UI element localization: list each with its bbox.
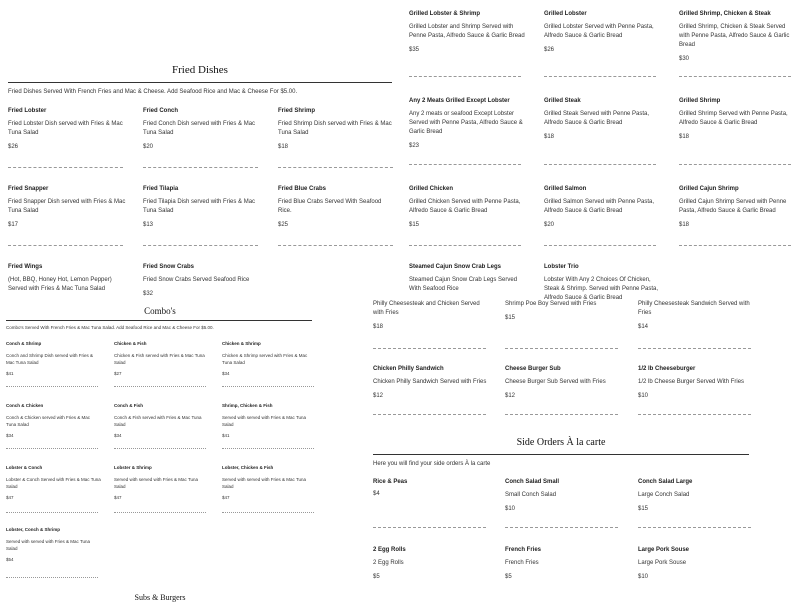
item-desc: Philly Cheesesteak Sandwich Served with Fries bbox=[638, 301, 750, 316]
combos-rule bbox=[6, 320, 312, 321]
item-desc: Steamed Cajun Snow Crab Legs Served With Seafood Rice bbox=[409, 277, 518, 292]
item-price: $47 bbox=[222, 495, 230, 500]
item-desc: Conch & Chicken served with Fries & Mac Tuna Salad bbox=[6, 415, 91, 427]
menu-item-lobster-conch[interactable] bbox=[6, 465, 101, 500]
item-price: $41 bbox=[6, 371, 14, 376]
item-desc: Served with served with Fries & Mac Tuna Salad bbox=[114, 477, 199, 489]
item-desc: Small Conch Salad bbox=[505, 492, 557, 498]
separator bbox=[638, 414, 751, 415]
side-orders-rule bbox=[373, 454, 749, 455]
item-price: $18 bbox=[373, 324, 384, 330]
separator bbox=[409, 164, 521, 165]
separator bbox=[278, 245, 393, 246]
item-desc: Any 2 meats or seafood Except Lobster Served with Penne Pasta, Alfredo Sauce & Garlic Bread bbox=[409, 111, 523, 135]
menu-item-french-fries[interactable] bbox=[505, 547, 623, 580]
item-name: Lobster Trio bbox=[544, 264, 579, 270]
menu-item-grilled-cajun-shrimp[interactable] bbox=[679, 186, 795, 228]
separator bbox=[505, 414, 618, 415]
separator bbox=[373, 527, 486, 528]
menu-item-grilled-shrimp[interactable] bbox=[679, 98, 795, 140]
item-name: Fried Shrimp bbox=[278, 108, 316, 114]
separator bbox=[409, 76, 521, 77]
separator bbox=[505, 527, 618, 528]
item-name: Conch Salad Small bbox=[505, 479, 560, 485]
menu-item-egg-rolls[interactable] bbox=[373, 547, 491, 580]
separator bbox=[544, 245, 656, 246]
item-price: $18 bbox=[544, 134, 555, 140]
separator bbox=[222, 386, 314, 387]
separator bbox=[6, 512, 98, 513]
item-name: Fried Tilapia bbox=[143, 186, 179, 192]
separator bbox=[544, 76, 656, 77]
item-price: $54 bbox=[6, 557, 14, 562]
item-price: $17 bbox=[8, 222, 19, 228]
separator bbox=[373, 348, 486, 349]
item-name: Grilled Steak bbox=[544, 98, 581, 104]
item-name: Fried Lobster bbox=[8, 108, 47, 114]
item-desc: Large Pork Souse bbox=[638, 560, 687, 566]
separator bbox=[638, 527, 751, 528]
item-price: $5 bbox=[373, 574, 380, 580]
item-price: $10 bbox=[505, 506, 516, 512]
item-price: $15 bbox=[409, 222, 420, 228]
item-name: Grilled Salmon bbox=[544, 186, 587, 192]
separator bbox=[638, 348, 751, 349]
menu-item-conch-chicken[interactable] bbox=[6, 403, 101, 438]
item-desc: Grilled Chicken Served with Penne Pasta, Alfredo Sauce & Garlic Bread bbox=[409, 199, 521, 214]
item-name: French Fries bbox=[505, 547, 542, 553]
item-price: $13 bbox=[143, 222, 154, 228]
item-price: $18 bbox=[278, 144, 289, 150]
combos-title: Combo's bbox=[144, 306, 176, 316]
item-desc: Lobster With Any 2 Choices Of Chicken, Steak & Shrimp. Served with Penne Pasta, Alfredo Sauce & Garlic Bread bbox=[544, 277, 659, 301]
item-name: 1/2 lb Cheeseburger bbox=[638, 366, 696, 372]
menu-item-conch-salad-large[interactable] bbox=[638, 479, 756, 512]
separator bbox=[544, 164, 656, 165]
item-price: $14 bbox=[638, 324, 649, 330]
item-desc: Shrimp Poe Boy Served with Fries bbox=[505, 301, 597, 307]
menu-item-lobster-trio[interactable] bbox=[544, 264, 662, 303]
item-price: $34 bbox=[222, 371, 230, 376]
item-price: $35 bbox=[409, 47, 420, 53]
menu-item-grilled-salmon[interactable] bbox=[544, 186, 662, 228]
item-name: Fried Conch bbox=[143, 108, 179, 114]
item-name: Conch & Fish bbox=[114, 403, 143, 408]
item-name: 2 Egg Rolls bbox=[373, 547, 406, 553]
menu-item-fried-wings[interactable] bbox=[8, 264, 118, 294]
item-desc: Large Conch Salad bbox=[638, 492, 690, 498]
separator bbox=[679, 164, 791, 165]
item-name: Cheese Burger Sub bbox=[505, 366, 561, 372]
fried-dishes-title: Fried Dishes bbox=[172, 64, 228, 76]
menu-item-fried-lobster[interactable] bbox=[8, 108, 128, 150]
item-desc: Philly Cheesesteak and Chicken Served with Fries bbox=[373, 301, 480, 316]
menu-item-chicken-fish[interactable] bbox=[114, 341, 209, 376]
menu-item-lobster-chicken-fish[interactable] bbox=[222, 465, 317, 500]
item-name: Chicken Philly Sandwich bbox=[373, 366, 444, 372]
menu-item-fried-conch[interactable] bbox=[143, 108, 263, 150]
item-desc: Fried Snow Crabs Served Seafood Rice bbox=[143, 277, 250, 283]
item-desc: Chicken Philly Sandwich Served with Fries bbox=[373, 379, 487, 385]
menu-item-fried-snow-crabs[interactable] bbox=[143, 264, 263, 297]
separator bbox=[222, 512, 314, 513]
menu-item-cheese-burger-sub[interactable] bbox=[505, 366, 630, 399]
item-name: Grilled Shrimp bbox=[679, 98, 721, 104]
item-desc: Cheese Burger Sub Served with Fries bbox=[505, 379, 606, 385]
separator bbox=[6, 386, 98, 387]
fried-dishes-rule bbox=[8, 82, 392, 83]
menu-item-large-pork-souse[interactable] bbox=[638, 547, 756, 580]
item-name: Conch & Chicken bbox=[6, 403, 44, 408]
item-desc: Grilled Steak Served with Penne Pasta, Alfredo Sauce & Garlic Bread bbox=[544, 111, 650, 126]
item-price: $4 bbox=[373, 491, 380, 497]
item-desc: Conch & Fish served with Fries & Mac Tuna Salad bbox=[114, 415, 202, 427]
item-price: $20 bbox=[544, 222, 555, 228]
item-name: Lobster & Shrimp bbox=[114, 465, 152, 470]
item-price: $10 bbox=[638, 393, 649, 399]
item-name: Lobster, Conch & Shrimp bbox=[6, 527, 61, 532]
item-price: $34 bbox=[6, 433, 14, 438]
menu-item-grilled-shrimp-chicken-steak[interactable] bbox=[679, 11, 795, 62]
item-desc: Grilled Shrimp Served with Penne Pasta, Alfredo Sauce & Garlic Bread bbox=[679, 111, 788, 126]
item-desc: Fried Conch Dish served with Fries & Mac Tuna Salad bbox=[143, 121, 256, 136]
item-price: $5 bbox=[505, 574, 512, 580]
item-name: Lobster, Chicken & Fish bbox=[222, 465, 274, 470]
menu-item-conch-shrimp[interactable] bbox=[6, 341, 101, 376]
side-orders-desc: Here you will find your side orders À la carte bbox=[373, 461, 491, 467]
separator bbox=[278, 167, 393, 168]
item-name: Grilled Shrimp, Chicken & Steak bbox=[679, 11, 771, 17]
item-desc: Served with served with Fries & Mac Tuna Salad bbox=[6, 539, 91, 551]
item-desc: Served with served with Fries & Mac Tuna Salad bbox=[222, 477, 307, 489]
fried-dishes-desc: Fried Dishes Served With French Fries and Mac & Cheese. Add Seafood Rice and Mac & Cheese For $5.00. bbox=[8, 89, 298, 95]
item-name: Chicken & Shrimp bbox=[222, 341, 261, 346]
menu-item-half-lb-cheeseburger[interactable] bbox=[638, 366, 763, 399]
menu-item-shrimp-chicken-fish[interactable] bbox=[222, 403, 317, 438]
item-desc: Grilled Cajun Shrimp Served with Penne Pasta, Alfredo Sauce & Garlic Bread bbox=[679, 199, 787, 214]
menu-item-conch-fish[interactable] bbox=[114, 403, 209, 438]
item-price: $34 bbox=[114, 433, 122, 438]
item-name: Any 2 Meats Grilled Except Lobster bbox=[409, 98, 510, 104]
item-price: $15 bbox=[638, 506, 649, 512]
combos-desc: Combo's Served With French Fries & Mac Tuna Salad. Add Seafood Rice and Mac & Cheese For $5.00. bbox=[6, 325, 214, 330]
menu-item-shrimp-poe-boy[interactable] bbox=[505, 300, 623, 321]
item-desc: Chicken & Fish served with Fries & Mac Tuna Salad bbox=[114, 353, 205, 365]
item-price: $30 bbox=[679, 56, 690, 62]
item-price: $25 bbox=[278, 222, 289, 228]
menu-item-lobster-shrimp[interactable] bbox=[114, 465, 209, 500]
item-price: $26 bbox=[8, 144, 19, 150]
separator bbox=[505, 348, 618, 349]
side-orders-title: Side Orders À la carte bbox=[516, 437, 606, 448]
menu-item-grilled-lobster-shrimp[interactable] bbox=[409, 11, 527, 53]
menu-item-philly-cheesesteak-chicken[interactable] bbox=[373, 300, 491, 330]
item-name: Conch & Shrimp bbox=[6, 341, 42, 346]
item-price: $12 bbox=[373, 393, 384, 399]
item-price: $12 bbox=[505, 393, 516, 399]
item-desc: Fried Blue Crabs Served With Seafood Rice. bbox=[278, 199, 382, 214]
menu-item-grilled-lobster[interactable] bbox=[544, 11, 662, 53]
item-price: $32 bbox=[143, 291, 154, 297]
separator bbox=[8, 245, 123, 246]
menu-item-steamed-cajun-snow-crab[interactable] bbox=[409, 264, 527, 294]
menu-item-fried-blue-crabs[interactable] bbox=[278, 186, 383, 228]
item-name: Fried Snapper bbox=[8, 186, 49, 192]
item-name: Chicken & Fish bbox=[114, 341, 147, 346]
menu-item-grilled-steak[interactable] bbox=[544, 98, 662, 140]
item-price: $18 bbox=[679, 134, 690, 140]
item-desc: Grilled Lobster and Shrimp Served with Penne Pasta, Alfredo Sauce & Garlic Bread bbox=[409, 24, 525, 39]
separator bbox=[114, 448, 206, 449]
separator bbox=[409, 245, 521, 246]
separator bbox=[679, 76, 791, 77]
separator bbox=[114, 386, 206, 387]
separator bbox=[8, 167, 123, 168]
item-name: Shrimp, Chicken & Fish bbox=[222, 403, 273, 408]
item-desc: Fried Tilapia Dish served with Fries & Mac Tuna Salad bbox=[143, 199, 256, 214]
item-name: Grilled Cajun Shrimp bbox=[679, 186, 739, 192]
item-desc: Grilled Lobster Served with Penne Pasta, Alfredo Sauce & Garlic Bread bbox=[544, 24, 654, 39]
separator bbox=[143, 167, 258, 168]
item-desc: Fried Shrimp Dish served with Fries & Mac Tuna Salad bbox=[278, 121, 392, 136]
item-desc: Conch and Shrimp Dish served with Fries & Mac Tuna Salad bbox=[6, 353, 94, 365]
item-price: $23 bbox=[409, 143, 420, 149]
item-name: Fried Blue Crabs bbox=[278, 186, 327, 192]
menu-item-fried-tilapia[interactable] bbox=[143, 186, 263, 228]
item-name: Fried Wings bbox=[8, 264, 43, 270]
item-name: Rice & Peas bbox=[373, 479, 408, 485]
item-desc: French Fries bbox=[505, 560, 539, 566]
item-name: Conch Salad Large bbox=[638, 479, 693, 485]
item-name: Large Pork Souse bbox=[638, 547, 690, 553]
item-price: $15 bbox=[505, 315, 516, 321]
item-name: Grilled Chicken bbox=[409, 186, 454, 192]
separator bbox=[6, 577, 98, 578]
menu-item-any-2-meats[interactable] bbox=[409, 98, 527, 149]
separator bbox=[143, 245, 258, 246]
item-name: Fried Snow Crabs bbox=[143, 264, 195, 270]
menu-item-chicken-philly[interactable] bbox=[373, 366, 498, 399]
item-price: $41 bbox=[222, 433, 230, 438]
menu-item-philly-cheesesteak[interactable] bbox=[638, 300, 756, 330]
menu-item-chicken-shrimp[interactable] bbox=[222, 341, 317, 376]
item-desc: Grilled Shrimp, Chicken & Steak Served with Penne Pasta, Alfredo Sauce & Garlic Bread bbox=[679, 24, 790, 48]
item-desc: Served with served with Fries & Mac Tuna Salad bbox=[222, 415, 307, 427]
menu-item-conch-salad-small[interactable] bbox=[505, 479, 623, 512]
item-desc: Chicken & Shrimp served with Fries & Mac Tuna Salad bbox=[222, 353, 308, 365]
item-desc: Fried Snapper Dish served with Fries & Mac Tuna Salad bbox=[8, 199, 126, 214]
separator bbox=[6, 448, 98, 449]
menu-item-fried-snapper[interactable] bbox=[8, 186, 128, 228]
item-desc: (Hot, BBQ, Honey Hot, Lemon Pepper) Served with Fries & Mac Tuna Salad bbox=[8, 277, 112, 292]
item-desc: Lobster & Conch Served with Fries & Mac Tuna Salad bbox=[6, 477, 101, 489]
item-price: $20 bbox=[143, 144, 154, 150]
item-name: Grilled Lobster bbox=[544, 11, 587, 17]
item-desc: 1/2 lb Cheese Burger Served With Fries bbox=[638, 379, 745, 385]
item-price: $26 bbox=[544, 47, 555, 53]
separator bbox=[114, 512, 206, 513]
menu-item-rice-peas[interactable] bbox=[373, 479, 491, 497]
item-price: $47 bbox=[6, 495, 14, 500]
item-desc: Grilled Salmon Served with Penne Pasta, Alfredo Sauce & Garlic Bread bbox=[544, 199, 655, 214]
item-price: $18 bbox=[679, 222, 690, 228]
separator bbox=[679, 245, 791, 246]
separator bbox=[222, 448, 314, 449]
item-price: $27 bbox=[114, 371, 122, 376]
subs-burgers-title: Subs & Burgers bbox=[134, 593, 186, 602]
menu-item-grilled-chicken[interactable] bbox=[409, 186, 527, 228]
separator bbox=[373, 414, 486, 415]
item-name: Grilled Lobster & Shrimp bbox=[409, 11, 481, 17]
item-name: Lobster & Conch bbox=[6, 465, 43, 470]
item-price: $10 bbox=[638, 574, 649, 580]
menu-item-lobster-conch-shrimp[interactable] bbox=[6, 527, 101, 562]
menu-item-fried-shrimp[interactable] bbox=[278, 108, 398, 150]
item-desc: 2 Egg Rolls bbox=[373, 560, 404, 566]
item-name: Steamed Cajun Snow Crab Legs bbox=[409, 264, 502, 270]
item-desc: Fried Lobster Dish served with Fries & Mac Tuna Salad bbox=[8, 121, 123, 136]
item-price: $47 bbox=[114, 495, 122, 500]
